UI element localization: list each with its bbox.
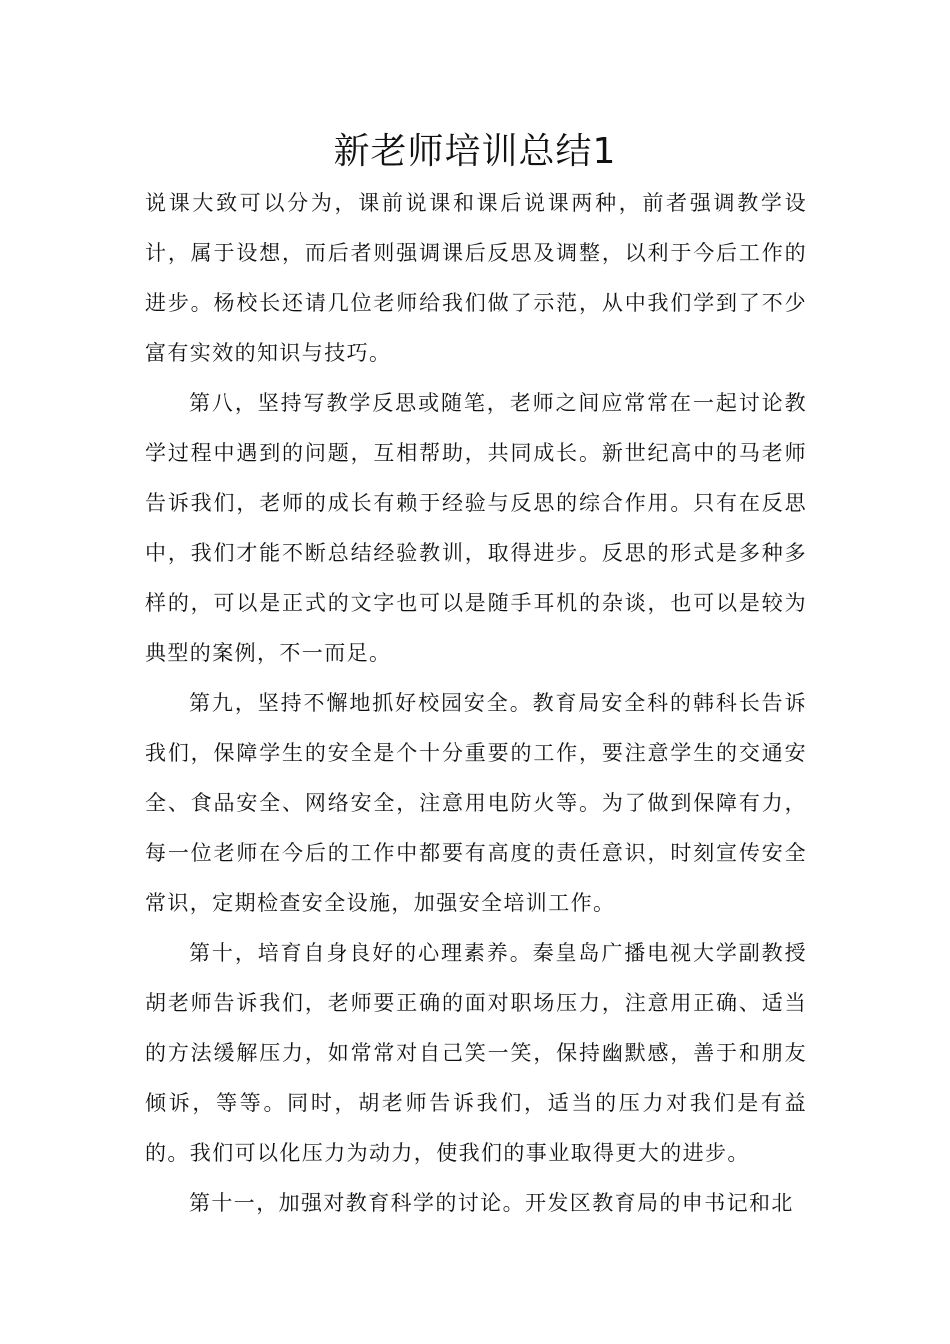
document-body [145, 178, 807, 1228]
paragraph-ninth-point: 第九，坚持不懈地抓好校园安全。教育局安全科的韩科长告诉我们，保障学生的安全是个十分重要的工作，要注意学生的交通安全、食品安全、网络安全，注意用电防火等。为了做到保障有力，每一位老师在今后的工作中都要有高度的责任意识，时刻宣传安全常识，定期检查安全设施，加强安全培训工作。 [145, 691, 807, 915]
document-title: 新老师培训总结1 [333, 131, 617, 172]
paragraph-eleventh-point: 第十一，加强对教育科学的讨论。开发区教育局的申书记和北 [189, 1191, 794, 1215]
paragraph-continuation: 说课大致可以分为，课前说课和课后说课两种，前者强调教学设计，属于设想，而后者则强调课后反思及调整，以利于今后工作的进步。杨校长还请几位老师给我们做了示范，从中我们学到了不少富有实效的知识与技巧。 [145, 191, 807, 365]
paragraph-eighth-point: 第八，坚持写教学反思或随笔，老师之间应常常在一起讨论教学过程中遇到的问题，互相帮助，共同成长。新世纪高中的马老师告诉我们，老师的成长有赖于经验与反思的综合作用。只有在反思中，我们才能不断总结经验教训，取得进步。反思的形式是多种多样的，可以是正式的文字也可以是随手耳机的杂谈，也可以是较为典型的案例，不一而足。 [145, 391, 807, 665]
paragraph-tenth-point: 第十，培育自身良好的心理素养。秦皇岛广播电视大学副教授胡老师告诉我们，老师要正确的面对职场压力，注意用正确、适当的方法缓解压力，如常常对自己笑一笑，保持幽默感，善于和朋友倾诉，等等。同时，胡老师告诉我们，适当的压力对我们是有益的。我们可以化压力为动力，使我们的事业取得更大的进步。 [145, 941, 807, 1165]
